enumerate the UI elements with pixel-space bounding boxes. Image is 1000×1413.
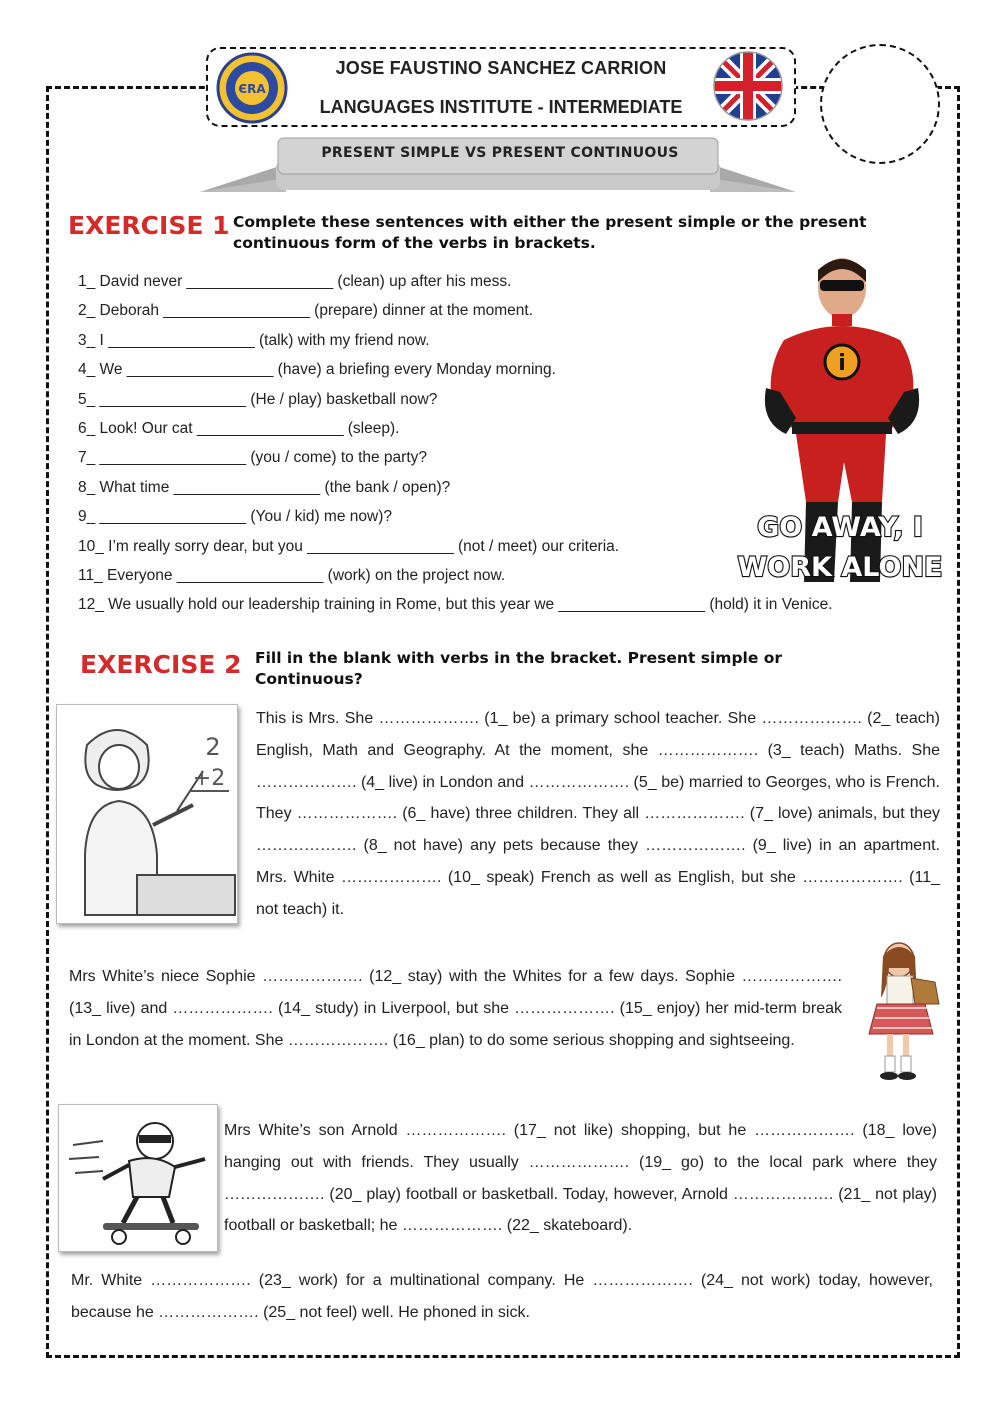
svg-text:i: i — [838, 351, 846, 376]
teacher-picture — [56, 704, 238, 924]
list-item: 4_ We _________________ (have) a briefing every Monday morning. — [78, 361, 556, 379]
svg-text:ЄRA: ЄRA — [238, 82, 266, 96]
list-item: 12_ We usually hold our leadership training in Rome, but this year we _________________ (hold) it in Venice. — [78, 596, 833, 614]
exercise2-paragraph-1: This is Mrs. She ………………. (1_ be) a primary school teacher. She ………………. (2_ teach) English, Math and Geography. At the moment, she ………………. (3_ teach) Maths. She ………………. (4_ live) in London and ………………. (5_ be) married to Georges, who is French. They ………………. (6_ have) three children. They all ………………. (7_ love) animals, but they ………………. (8_ not have) any pets because they ………………. (9_ live) in an apartment. Mrs. White ………………. (10_ speak) French as well as English, but she ………………. (11_ not teach) it. — [256, 710, 940, 918]
meme-caption-line1: GO AWAY, I — [757, 512, 923, 543]
list-item: 5_ _________________ (He / play) basketball now? — [78, 390, 438, 408]
list-item: 8_ What time _________________ (the bank / open)? — [78, 478, 451, 496]
meme-caption — [737, 504, 943, 584]
photo-placeholder-circle — [820, 44, 940, 164]
list-item: 2_ Deborah _________________ (prepare) dinner at the moment. — [78, 302, 533, 320]
title-ribbon — [196, 134, 800, 198]
exercise2-paragraph-4: Mr. White ………………. (23_ work) for a multinational company. He ………………. (24_ not work) today, however, because he ………………. (25_ not feel) well. He phoned in sick. — [71, 1272, 933, 1321]
list-item: 6_ Look! Our cat _________________ (sleep). — [78, 419, 400, 437]
exercise2-paragraph-2: Mrs White’s niece Sophie ………………. (12_ stay) with the Whites for a few days. Sophie ………………. (13_ live) and ………………. (14_ study) in Liverpool, but she ………………. (15_ enjoy) her mid-term break in London at the moment. She ………………. (16_ plan) to do some serious shopping and sightseeing. — [69, 968, 842, 1049]
uk-flag-icon — [712, 50, 784, 122]
skateboarder-picture — [58, 1104, 218, 1252]
list-item: 9_ _________________ (You / kid) me now)? — [78, 508, 392, 526]
list-item: 7_ _________________ (you / come) to the party? — [78, 449, 428, 467]
exercise2-paragraph-3: Mrs White’s son Arnold ………………. (17_ not like) shopping, but he ………………. (18_ love) hanging out with friends. They usually ………………. (19_ go) to the local park where they ………………. (20_ play) football or basketball. Today, however, Arnold ………………. (21_ not play) football or basketball; he ………………. (22_ skateboard). — [224, 1122, 937, 1235]
topic-title: PRESENT SIMPLE VS PRESENT CONTINUOUS — [321, 145, 679, 161]
meme-caption-line2: WORK ALONE — [737, 552, 943, 583]
institute-name: JOSE FAUSTINO SANCHEZ CARRION — [335, 58, 667, 78]
list-item: 3_ I _________________ (talk) with my friend now. — [78, 331, 430, 349]
exercise2-instruction: Fill in the blank with verbs in the bracket. Present simple or Continuous? — [255, 649, 783, 688]
exercise1-instruction: Complete these sentences with either the present simple or the present continuous form of the verbs in brackets. — [233, 213, 867, 252]
institute-level: LANGUAGES INSTITUTE - INTERMEDIATE — [319, 97, 683, 117]
board-number-two: 2 — [205, 733, 221, 761]
schoolgirl-picture — [855, 938, 947, 1084]
list-item: 1_ David never _________________ (clean) up after his mess. — [78, 273, 512, 290]
list-item: 11_ Everyone _________________ (work) on the project now. — [78, 566, 506, 584]
board-plus-two: +2 — [192, 766, 226, 791]
list-item: 10_ I’m really sorry dear, but you _________________ (not / meet) our criteria. — [78, 537, 620, 555]
exercise2-title: EXERCISE 2 — [80, 650, 242, 679]
exercise1-title: EXERCISE 1 — [68, 211, 230, 240]
